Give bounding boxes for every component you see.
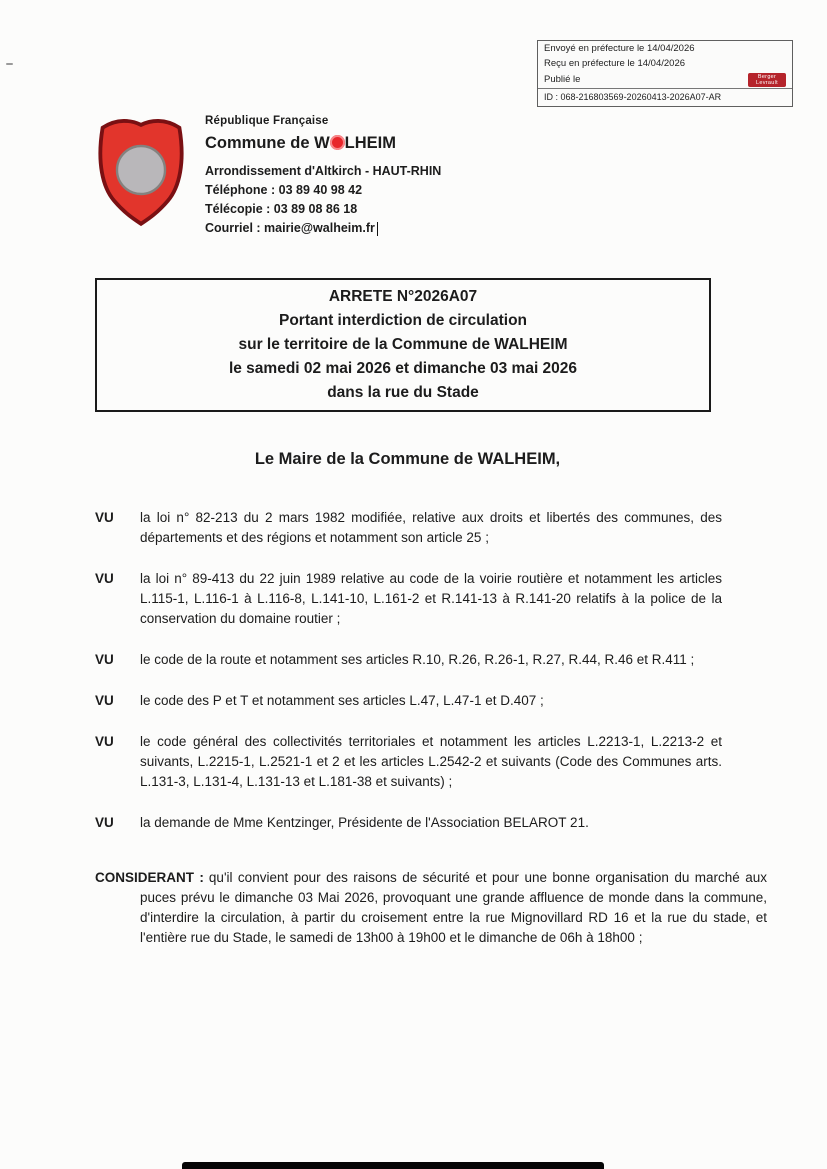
- vu-label: VU: [95, 571, 114, 586]
- arrondissement-line: Arrondissement d'Altkirch - HAUT-RHIN: [205, 164, 442, 178]
- text-cursor: [377, 222, 379, 236]
- title-line-5: dans la rue du Stade: [327, 384, 479, 401]
- phone-line: Téléphone : 03 89 40 98 42: [205, 183, 363, 197]
- commune-name-suffix: LHEIM: [344, 134, 397, 152]
- vu-text: la demande de Mme Kentzinger, Présidente de l'Association BELAROT 21.: [140, 815, 589, 830]
- vu-item: [95, 732, 722, 792]
- stamp-id-line: ID : 068-216803569-20260413-2026A07-AR: [538, 88, 792, 106]
- vu-item: [95, 691, 722, 711]
- commune-name: [205, 134, 535, 153]
- title-line-3: sur le territoire de la Commune de WALHEIM: [238, 336, 568, 353]
- vu-text: le code des P et T et notamment ses articles L.47, L.47-1 et D.407 ;: [140, 693, 544, 708]
- scan-artifact-bar: [182, 1162, 604, 1169]
- badge-text-line1: Berger: [757, 74, 777, 80]
- title-line-2: Portant interdiction de circulation: [278, 312, 528, 329]
- vu-text: la loi n° 82-213 du 2 mars 1982 modifiée, relative aux droits et libertés des communes, des départements et des régions et notamment son article 25 ;: [140, 510, 722, 545]
- vu-item: [95, 508, 722, 548]
- berger-levrault-badge: [748, 73, 786, 87]
- considerant-label: CONSIDERANT :: [95, 870, 204, 885]
- vu-item: [95, 813, 722, 833]
- prefecture-stamp: [537, 40, 793, 107]
- vu-list: [95, 508, 722, 854]
- maire-heading: Le Maire de la Commune de WALHEIM,: [254, 450, 561, 468]
- title-line-4: le samedi 02 mai 2026 et dimanche 03 mai 2026: [228, 360, 578, 377]
- considerant-text: qu'il convient pour des raisons de sécurité et pour une bonne organisation du marché aux puces prévu le dimanche 03 Mai 2026, provoquant une grande affluence de monde dans la commune, d'interdire la circulation, à partir du croisement entre la rue Mignovillard RD 16 et la rue du stade, et l'entière rue du Stade, le samedi de 13h00 à 19h00 et le dimanche de 06h à 18h00 ;: [140, 870, 767, 945]
- stamp-sent-line: Envoyé en préfecture le 14/04/2026: [544, 43, 695, 54]
- stamp-published-line: Publié le: [544, 74, 581, 85]
- vu-text: le code de la route et notamment ses articles R.10, R.26, R.26-1, R.27, R.44, R.46 et R.411 ;: [140, 652, 695, 667]
- vu-item: [95, 569, 722, 629]
- commune-header: [205, 115, 535, 238]
- commune-shield-icon: [93, 112, 189, 228]
- vu-label: VU: [95, 693, 114, 708]
- republic-line: République Française: [205, 115, 329, 127]
- title-line-1: ARRETE N°2026A07: [328, 288, 478, 305]
- badge-text-line2: Levrault: [756, 80, 778, 86]
- vu-label: VU: [95, 652, 114, 667]
- arrete-title-box: [95, 278, 711, 412]
- scan-artifact-dot: [6, 63, 13, 65]
- vu-item: [95, 650, 722, 670]
- considerant-paragraph: [95, 868, 767, 948]
- vu-text: le code général des collectivités territoriales et notamment les articles L.2213-1, L.2213-2 et suivants, L.2215-1, L.2521-1 et 2 et les articles L.2542-2 et suivants (Code des Communes arts. L.131-3, L.131-4, L.131-13 et L.181-38 et suivants) ;: [140, 734, 722, 789]
- vu-label: VU: [95, 734, 114, 749]
- commune-name-prefix: Commune de W: [205, 134, 330, 152]
- vu-label: VU: [95, 815, 114, 830]
- commune-logo-dot-icon: [330, 135, 345, 150]
- email-line: Courriel : mairie@walheim.fr: [205, 219, 535, 238]
- vu-label: VU: [95, 510, 114, 525]
- vu-text: la loi n° 89-413 du 22 juin 1989 relative au code de la voirie routière et notamment les articles L.115-1, L.116-1 à L.116-8, L.141-10, L.161-2 et R.141-13 à R.141-20 relatifs à la police de la conservation du domaine routier ;: [140, 571, 722, 626]
- fax-line: Télécopie : 03 89 08 86 18: [205, 202, 358, 216]
- stamp-received-line: Reçu en préfecture le 14/04/2026: [544, 58, 686, 69]
